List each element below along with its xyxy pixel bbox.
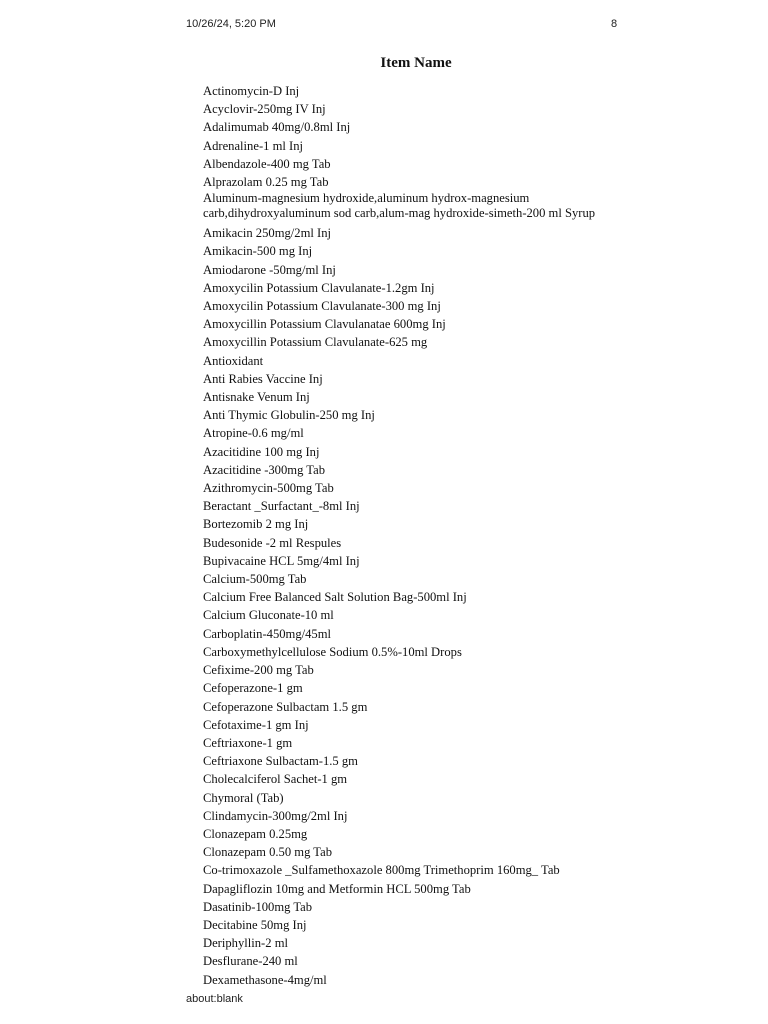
list-item: Amikacin 250mg/2ml Inj	[203, 226, 332, 241]
document-title: Item Name	[380, 55, 452, 71]
list-item: Calcium-500mg Tab	[203, 572, 307, 587]
list-item: Carboplatin-450mg/45ml	[203, 626, 332, 641]
print-header-datetime: 10/26/24, 5:20 PM	[186, 18, 276, 30]
list-item: Amoxycillin Potassium Clavulanate-625 mg	[203, 335, 428, 350]
list-item: Co-trimoxazole _Sulfamethoxazole 800mg Trimethoprim 160mg_ Tab	[203, 863, 560, 878]
list-item: Actinomycin-D Inj	[203, 84, 300, 98]
print-footer-url: about:blank	[186, 993, 243, 1005]
list-item: Azacitidine 100 mg Inj	[203, 444, 320, 459]
list-item: Dasatinib-100mg Tab	[203, 899, 313, 914]
list-item: Bortezomib 2 mg Inj	[203, 517, 309, 532]
list-item-line: carb,dihydroxyaluminum sod carb,alum-mag hydroxide-simeth-200 ml Syrup	[203, 206, 596, 221]
list-item: Albendazole-400 mg Tab	[203, 156, 331, 171]
list-item: Amoxycilin Potassium Clavulanate-300 mg Inj	[203, 299, 441, 314]
list-item: Amiodarone -50mg/ml Inj	[203, 262, 336, 277]
list-item: Chymoral (Tab)	[203, 790, 284, 805]
list-item: Cefotaxime-1 gm Inj	[203, 717, 309, 732]
list-item-line: Aluminum-magnesium hydroxide,aluminum hydrox-magnesium	[203, 191, 530, 206]
list-item: Deriphyllin-2 ml	[203, 936, 288, 951]
list-item: Alprazolam 0.25 mg Tab	[203, 175, 329, 190]
list-item: Azithromycin-500mg Tab	[203, 481, 334, 496]
list-item: Cefoperazone Sulbactam 1.5 gm	[203, 699, 368, 714]
list-item: Dapagliflozin 10mg and Metformin HCL 500mg Tab	[203, 881, 471, 896]
list-item: Clindamycin-300mg/2ml Inj	[203, 808, 348, 823]
list-item: Budesonide -2 ml Respules	[203, 535, 342, 550]
page-number: 8	[611, 18, 618, 30]
list-item: Adrenaline-1 ml Inj	[203, 138, 304, 153]
list-item-wrapped	[203, 191, 616, 224]
list-item: Adalimumab 40mg/0.8ml Inj	[203, 120, 351, 135]
list-item: Anti Thymic Globulin-250 mg Inj	[203, 408, 375, 423]
list-item: Calcium Gluconate-10 ml	[203, 608, 334, 623]
list-item: Cefixime-200 mg Tab	[203, 663, 314, 678]
list-item: Amoxycilin Potassium Clavulanate-1.2gm Inj	[203, 280, 435, 295]
list-item: Bupivacaine HCL 5mg/4ml Inj	[203, 553, 360, 568]
list-item: Clonazepam 0.25mg	[203, 826, 308, 841]
list-item: Acyclovir-250mg IV Inj	[203, 102, 326, 117]
list-item: Amikacin-500 mg Inj	[203, 244, 313, 259]
list-item: Dexamethasone-4mg/ml	[203, 972, 327, 987]
list-item: Cefoperazone-1 gm	[203, 681, 303, 696]
list-item: Cholecalciferol Sachet-1 gm	[203, 772, 348, 787]
list-item: Azacitidine -300mg Tab	[203, 462, 325, 477]
list-item: Ceftriaxone-1 gm	[203, 735, 293, 750]
list-item: Amoxycillin Potassium Clavulanatae 600mg Inj	[203, 317, 446, 332]
list-item: Calcium Free Balanced Salt Solution Bag-500ml Inj	[203, 590, 467, 605]
list-item: Beractant _Surfactant_-8ml Inj	[203, 499, 360, 514]
list-item: Anti Rabies Vaccine Inj	[203, 371, 323, 386]
list-item: Antioxidant	[203, 353, 264, 368]
list-item: Clonazepam 0.50 mg Tab	[203, 845, 332, 860]
list-item: Atropine-0.6 mg/ml	[203, 426, 304, 441]
list-item: Desflurane-240 ml	[203, 954, 298, 969]
item-list	[203, 82, 616, 989]
list-item: Carboxymethylcellulose Sodium 0.5%-10ml Drops	[203, 644, 462, 659]
list-item: Decitabine 50mg Inj	[203, 917, 307, 932]
list-item: Ceftriaxone Sulbactam-1.5 gm	[203, 754, 358, 769]
list-item: Antisnake Venum Inj	[203, 390, 310, 405]
